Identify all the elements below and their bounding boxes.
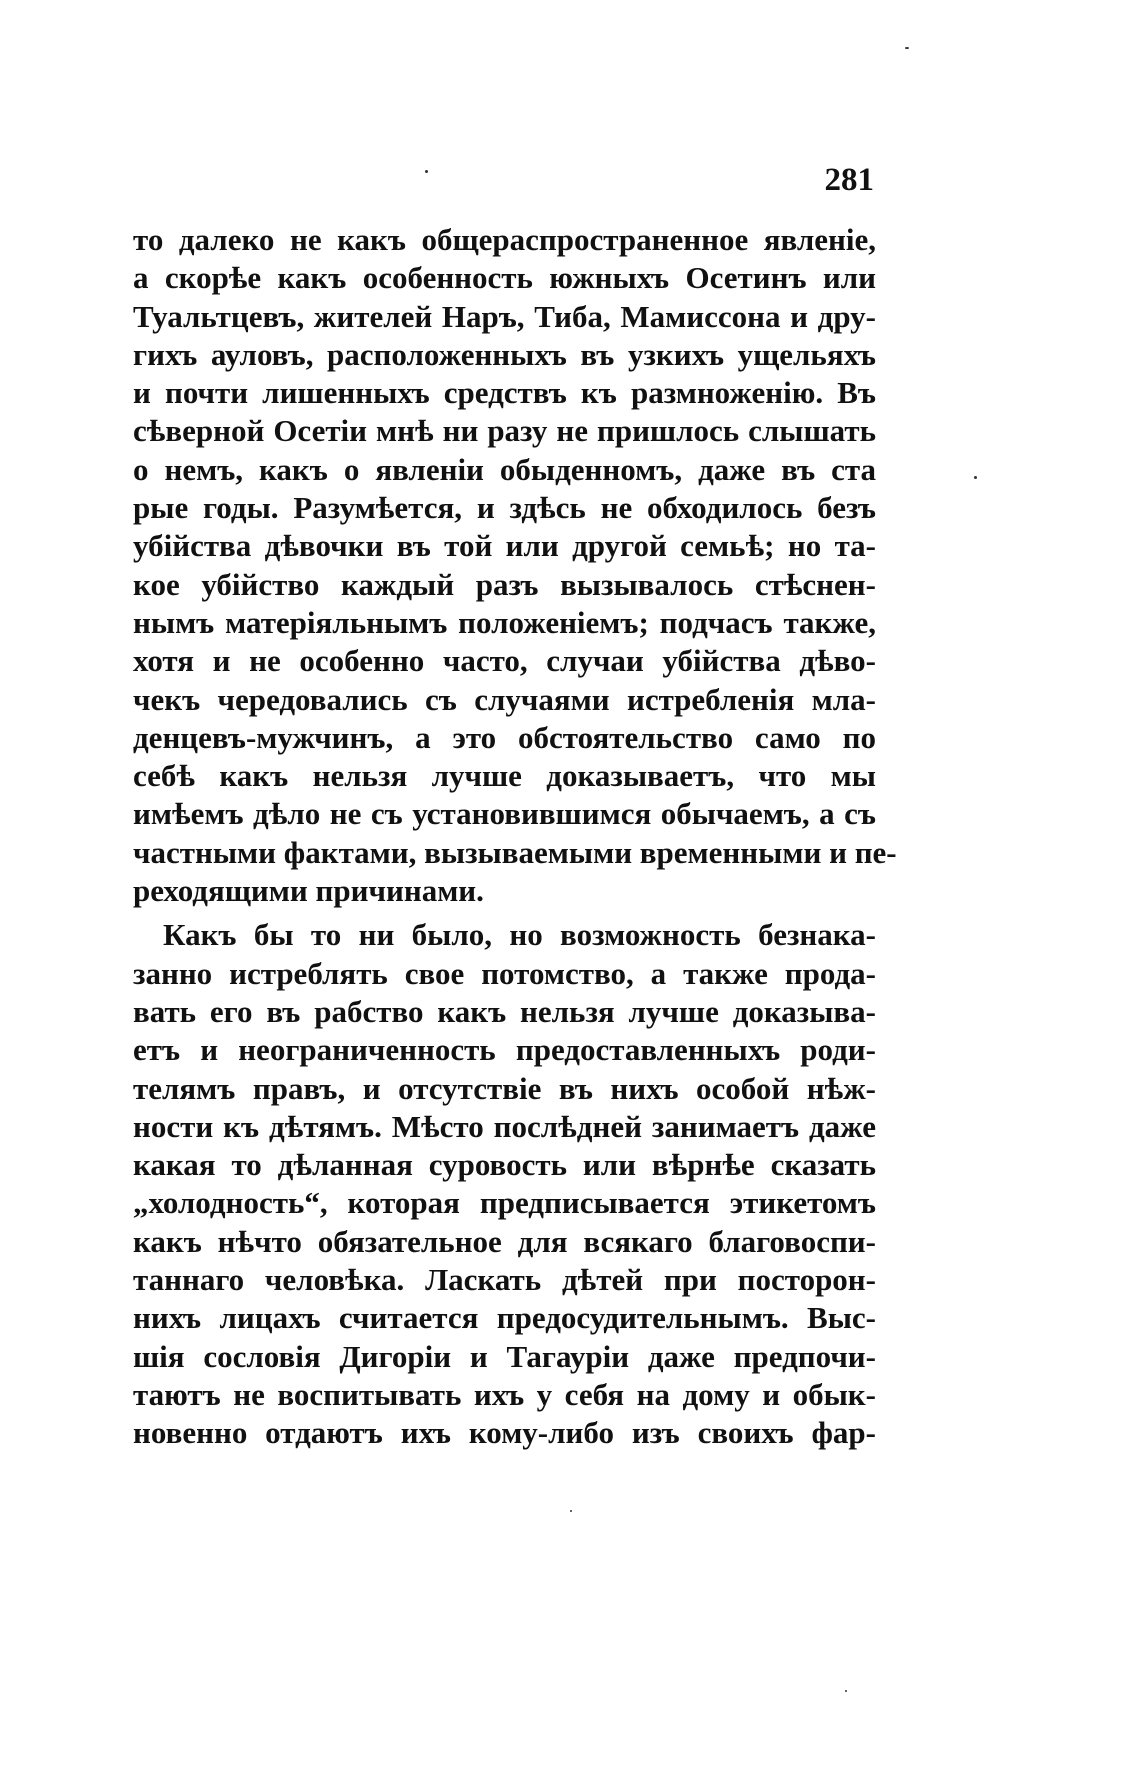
text-line: и почти лишенныхъ средствъ къ размноженію. Въ xyxy=(133,375,876,411)
text-line: вать его въ рабство какъ нельзя лучше доказыва- xyxy=(133,993,876,1029)
text-line: частными фактами, вызываемыми временными и пе- xyxy=(133,834,897,870)
text-line: чекъ чередовались съ случаями истребленія мла- xyxy=(133,681,876,717)
text-line: какъ нѣчто обязательное для всякаго благовоспи- xyxy=(133,1223,876,1259)
print-speck xyxy=(845,1690,847,1692)
text-line: убійства дѣвочки въ той или другой семьѣ; но та- xyxy=(133,528,876,564)
text-line: то далеко не какъ общераспространенное явленіе, xyxy=(133,222,876,257)
text-line: реходящими причинами. xyxy=(133,873,484,909)
print-speck xyxy=(974,476,977,479)
text-line: занно истреблять свое потомство, а также прода- xyxy=(133,955,876,991)
text-line: сѣверной Осетіи мнѣ ни разу не пришлось слышать xyxy=(133,413,876,449)
text-line: гихъ ауловъ, расположенныхъ въ узкихъ ущельяхъ xyxy=(133,336,876,372)
text-line: телямъ правъ, и отсутствіе въ нихъ особой нѣж- xyxy=(133,1070,876,1106)
text-line: а скорѣе какъ особенность южныхъ Осетинъ или xyxy=(133,260,876,296)
text-line: рые годы. Разумѣется, и здѣсь не обходилось безъ xyxy=(133,490,876,526)
text-line: „холодность“, которая предписывается этикетомъ xyxy=(133,1185,876,1221)
text-line: имѣемъ дѣло не съ установившимся обычаемъ, а съ xyxy=(133,796,876,832)
text-line: таннаго человѣка. Ласкать дѣтей при посторон- xyxy=(133,1262,876,1298)
text-line: шія сословія Дигоріи и Тагауріи даже предпочи- xyxy=(133,1338,876,1374)
text-line: новенно отдаютъ ихъ кому-либо изъ своихъ фар- xyxy=(133,1415,876,1451)
text-line: денцевъ-мужчинъ, а это обстоятельство само по xyxy=(133,719,876,755)
text-line: кое убійство каждый разъ вызывалось стѣснен- xyxy=(133,566,876,602)
print-speck xyxy=(570,1510,572,1512)
text-line: себѣ какъ нельзя лучше доказываетъ, что мы xyxy=(133,758,876,794)
body-text xyxy=(133,221,897,1453)
text-line: етъ и неограниченность предоставленныхъ роди- xyxy=(133,1032,876,1068)
paragraph-2 xyxy=(133,916,876,1452)
paragraph-1 xyxy=(133,221,897,910)
text-line: таютъ не воспитывать ихъ у себя на дому и обык- xyxy=(133,1376,876,1412)
print-speck xyxy=(905,47,909,49)
text-line: какая то дѣланная суровость или вѣрнѣе сказать xyxy=(133,1147,876,1183)
page-number: 281 xyxy=(824,162,874,198)
text-line: нихъ лицахъ считается предосудительнымъ. Выс- xyxy=(133,1300,876,1336)
text-line: о немъ, какъ о явленіи обыденномъ, даже въ ста xyxy=(133,451,876,487)
print-speck xyxy=(425,170,428,173)
text-line: хотя и не особенно часто, случаи убійства дѣво- xyxy=(133,643,876,679)
text-line: Туальтцевъ, жителей Наръ, Тиба, Мамиссона и дру- xyxy=(133,298,876,334)
text-line: Какъ бы то ни было, но возможность безнака- xyxy=(163,917,876,953)
text-line: нымъ матеріяльнымъ положеніемъ; подчасъ также, xyxy=(133,604,876,640)
text-line: ности къ дѣтямъ. Мѣсто послѣдней занимаетъ даже xyxy=(133,1108,876,1144)
